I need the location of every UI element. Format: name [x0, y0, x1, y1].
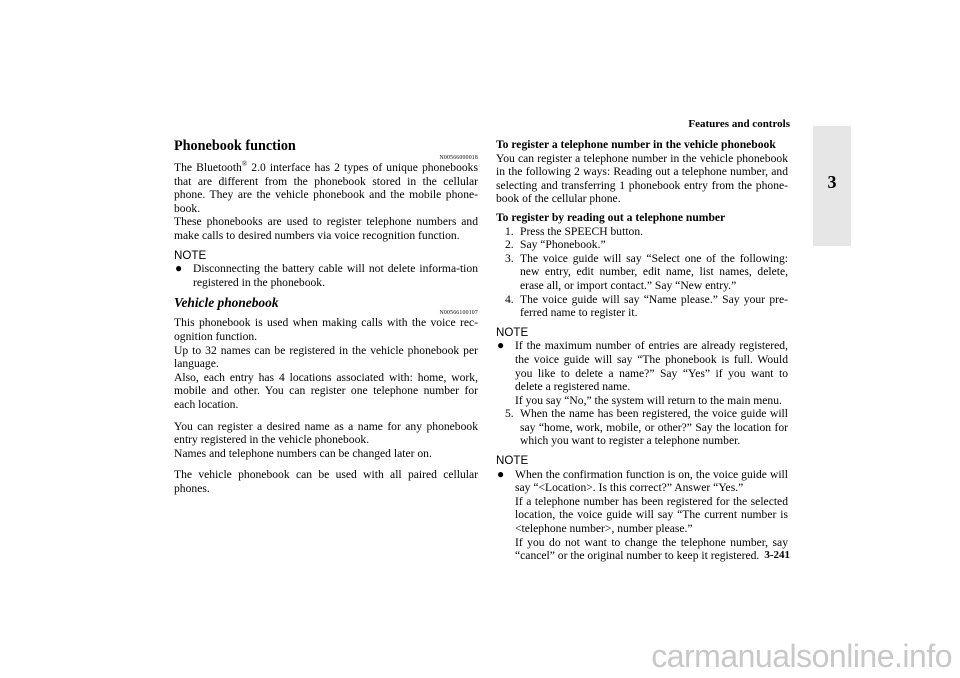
- step-item: 5. When the name has been registered, the voice guide will say “home, work, mobile, or other?” Say the location for which you want to register a telephone number.: [505, 407, 788, 448]
- registered-mark: ®: [241, 160, 248, 169]
- section-tab: [813, 126, 851, 246]
- read-out-heading: To register by reading out a telephone number: [496, 210, 726, 224]
- subsection-code: N00566100107: [439, 310, 478, 317]
- register-heading: To register a telephone number in the vehicle phonebook: [496, 138, 776, 151]
- note-continuation: If a telephone number has been registered for the selected location, the voice guide will say “The current number is <telephone number>, number please.”: [515, 494, 788, 536]
- section-heading: Phonebook function: [174, 138, 296, 154]
- left-column: [174, 138, 478, 495]
- step-item: 1. Press the SPEECH button.: [505, 224, 644, 238]
- paragraph: This phonebook is used when making calls with the voice rec-ognition function.: [174, 316, 478, 343]
- note-bullet: ● When the confirmation function is on, the voice guide will say “<Location>. Is this correct?” Answer “Yes.”: [497, 466, 788, 495]
- watermark: carmanualsonline.info: [651, 638, 952, 674]
- note-continuation: If you say “No,” the system will return to the main menu.: [515, 393, 782, 407]
- paragraph: The vehicle phonebook can be used with all paired cellular phones.: [174, 468, 478, 495]
- subsection-heading: Vehicle phonebook: [174, 295, 279, 311]
- section-tab-number: 3: [827, 172, 837, 192]
- register-intro: You can register a telephone number in the vehicle phonebook in the following 2 ways: Reading out a telephone number, and selecting and transferring 1 phonebook entry from the phone-book of the cellular phone.: [496, 151, 788, 206]
- bullet-icon: ●: [497, 338, 505, 353]
- page-header-title: Features and controls: [688, 118, 790, 130]
- right-column: [496, 138, 788, 563]
- intro-paragraph: The Bluetooth® 2.0 interface has 2 types of unique phonebooks that are different from the phonebook stored in the cellular phone. They are the vehicle phonebook and the mobile phone-book.: [174, 160, 478, 215]
- step-item: 4. The voice guide will say “Name please.” Say your pre-ferred name to register it.: [505, 292, 788, 320]
- paragraph: You can register a desired name as a name for any phonebook entry registered in the vehicle phonebook.: [174, 419, 478, 447]
- paragraph: Names and telephone numbers can be changed later on.: [174, 446, 432, 460]
- page-number: 3-241: [764, 549, 790, 561]
- step-item: 2. Say “Phonebook.”: [505, 238, 606, 252]
- section-code: N00566000018: [439, 155, 478, 161]
- bullet-icon: ●: [497, 466, 505, 481]
- note-bullet: ● If the maximum number of entries are already registered, the voice guide will say “The phonebook is full. Would you like to delete a name?” Say “Yes” if you want to delete a registered name.: [497, 338, 788, 394]
- paragraph: Up to 32 names can be registered in the vehicle phonebook per language.: [174, 343, 478, 371]
- bullet-icon: ●: [175, 261, 183, 276]
- note-continuation: If you do not want to change the telephone number, say “cancel” or the original number to keep it registered.: [515, 535, 788, 563]
- note-bullet: ● Disconnecting the battery cable will not delete informa-tion registered in the phonebook.: [175, 261, 478, 289]
- step-item: 3. The voice guide will say “Select one of the following: new entry, edit number, edit name, list names, delete, erase all, or import contact.” Say “New entry.”: [505, 251, 788, 292]
- note-label: NOTE: [496, 325, 529, 339]
- note-label: NOTE: [496, 454, 529, 468]
- note-label: NOTE: [174, 248, 207, 262]
- intro-paragraph-2: These phonebooks are used to register telephone numbers and make calls to desired numbers via voice recognition function.: [174, 215, 478, 242]
- paragraph: Also, each entry has 4 locations associated with: home, work, mobile and other. You can register one telephone number for each location.: [174, 370, 478, 411]
